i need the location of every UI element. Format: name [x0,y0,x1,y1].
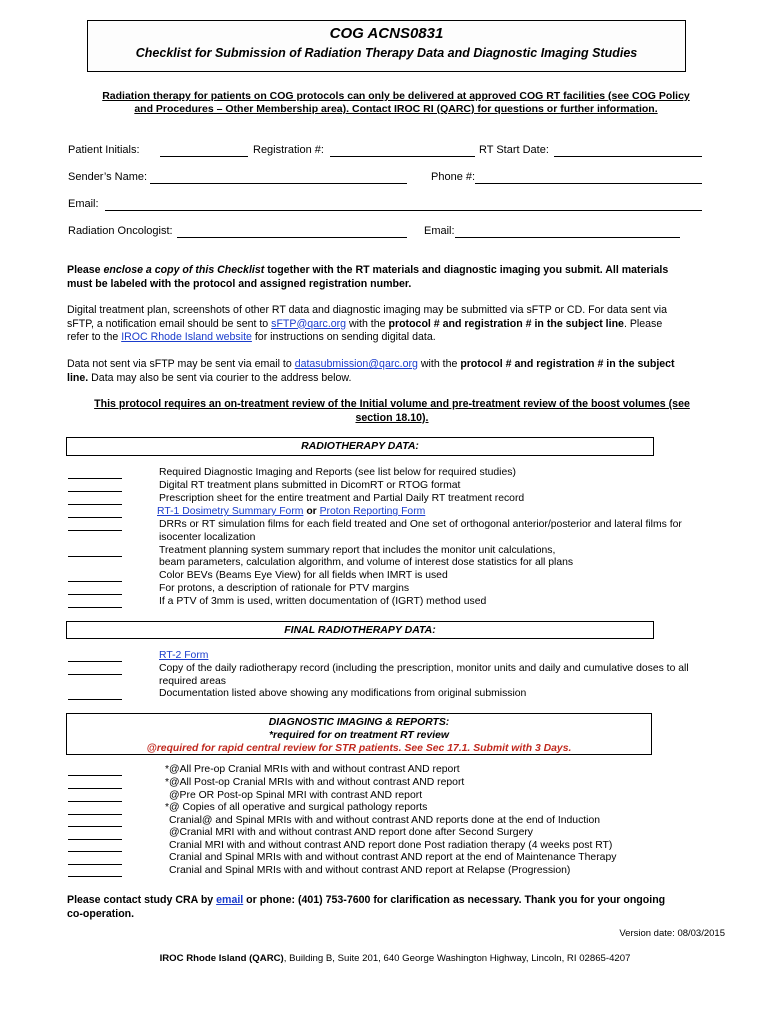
checkbox-line[interactable] [68,801,122,802]
document-subtitle: Checklist for Submission of Radiation Therapy Data and Diagnostic Imaging Studies [135,46,638,60]
final-rt-item: Copy of the daily radiotherapy record (including the prescription, monitor units and daily and cumulative doses to all [159,663,689,674]
footer-org: IROC Rhode Island (QARC) [159,953,284,964]
checkbox-line[interactable] [68,864,122,865]
imaging-heading-rapid-review: @required for rapid central review for STR patients. See Sec 17.1. Submit with 3 Days. [146,743,572,754]
digital-submission-paragraph: Digital treatment plan, screenshots of other RT data and diagnostic imaging may be submitted via sFTP or CD. For data sent via sFTP, a notification email should be sent to sFTP@qarc.org with the protocol # and registration # in the subject line. Please refer to the IROC Rhode Island website for instructions on sending digital data. [67,304,668,343]
oncologist-email-label: Email: [424,225,455,237]
email-label: Email: [68,198,99,210]
final-rt-item: Documentation listed above showing any modifications from original submission [159,688,527,699]
intro-line-1: Radiation therapy for patients on COG protocols can only be delivered at approved COG RT facilities (see COG Policy [102,90,690,102]
footer-address: IROC Rhode Island (QARC), Building B, Suite 201, 640 George Washington Highway, Lincoln, RI 02865-4207 [159,953,631,964]
checkbox-line[interactable] [68,674,122,675]
checkbox-line[interactable] [68,607,122,608]
rt-start-date-field[interactable] [554,146,702,157]
checkbox-line[interactable] [68,478,122,479]
iroc-website-link[interactable]: IROC Rhode Island website [121,331,252,343]
title-box [87,20,686,72]
imaging-item: *@All Post-op Cranial MRIs with and without contrast AND report [165,777,465,788]
final-rt-item [159,650,714,663]
phone-field[interactable] [475,173,702,184]
registration-label: Registration #: [253,144,324,156]
enclose-instructions: Please enclose a copy of this Checklist together with the RT materials and diagnostic imaging you submit. All materials must be labeled with the protocol and assigned registration number. [67,264,669,290]
checkbox-line[interactable] [68,775,122,776]
rt-item-continued: beam parameters, calculation algorithm, and volume of interest dose statistics for all plans [159,557,574,568]
imaging-heading-required: *required for on treatment RT review [269,730,449,741]
checkbox-line[interactable] [68,826,122,827]
imaging-item: *@All Pre-op Cranial MRIs with and without contrast AND report [165,764,460,775]
rt-item: Prescription sheet for the entire treatment and Partial Daily RT treatment record [159,493,525,504]
radiation-oncologist-field[interactable] [177,227,407,238]
patient-initials-label: Patient Initials: [68,144,140,156]
rt-item: Digital RT treatment plans submitted in DicomRT or RTOG format [159,480,461,491]
radiation-oncologist-label: Radiation Oncologist: [68,225,173,237]
rt-item-continued: isocenter localization [159,532,256,543]
intro-notice [76,90,716,116]
enclose-emphasis: enclose a copy of this Checklist [103,264,265,276]
datasubmission-email-link[interactable]: datasubmission@qarc.org [294,358,418,370]
imaging-item: @Cranial MRI with and without contrast AND report done after Second Surgery [169,827,534,838]
final-radiotherapy-data-heading: FINAL RADIOTHERAPY DATA: [66,621,654,639]
sftp-email-link[interactable]: sFTP@qarc.org [271,317,347,330]
imaging-item: Cranial MRI with and without contrast AND report done Post radiation therapy (4 weeks post RT) [169,840,613,851]
checkbox-line[interactable] [68,556,122,557]
intro-line-2: and Procedures – Other Membership area). Contact IROC RI (QARC) for questions or further information. [134,103,658,115]
email-field[interactable] [105,200,702,211]
checkbox-line[interactable] [68,839,122,840]
checkbox-line[interactable] [68,661,122,662]
rt-item: For protons, a description of rationale for PTV margins [159,583,410,594]
checkbox-line[interactable] [68,876,122,877]
checkbox-line[interactable] [68,594,122,595]
patient-initials-field[interactable] [160,146,248,157]
rt-item: Required Diagnostic Imaging and Reports (see list below for required studies) [159,467,516,478]
review-requirement: This protocol requires an on-treatment review of the Initial volume and pre-treatment review of the boost volumes (see section 18.10). [94,398,690,424]
rt-start-date-label: RT Start Date: [479,144,549,156]
checkbox-line[interactable] [68,814,122,815]
email-submission-paragraph: Data not sent via sFTP may be sent via email to datasubmission@qarc.org with the protocol # and registration # in the subject line. Data may also be sent via courier to the address below. [67,358,675,384]
checkbox-line[interactable] [68,851,122,852]
proton-reporting-form-link[interactable]: Proton Reporting Form [319,506,426,517]
contact-paragraph: Please contact study CRA by email or phone: (401) 753-7600 for clarification as necessary. Thank you for your ongoing co-operation. [67,894,666,920]
imaging-item: Cranial and Spinal MRIs with and without contrast AND report at Relapse (Progression) [169,865,571,876]
imaging-heading-title: DIAGNOSTIC IMAGING & REPORTS: [268,717,450,728]
diagnostic-imaging-heading [66,713,652,755]
rt1-dosimetry-form-link[interactable]: RT-1 Dosimetry Summary Form [157,506,304,517]
imaging-item: @Pre OR Post-op Spinal MRI with contrast AND report [169,790,423,801]
document-title: COG ACNS0831 [329,25,444,42]
rt2-form-link[interactable]: RT-2 Form [159,650,209,661]
registration-field[interactable] [330,146,475,157]
rt-item: Treatment planning system summary report that includes the monitor unit calculations, [159,545,556,556]
cra-email-link[interactable]: email [216,894,244,906]
final-rt-item-continued: required areas [159,676,227,687]
senders-name-field[interactable] [150,173,407,184]
phone-label: Phone #: [431,171,476,183]
rt-item: DRRs or RT simulation films for each field treated and One set of orthogonal anterior/posterior and lateral films for [159,519,682,530]
checkbox-line[interactable] [68,699,122,700]
radiotherapy-data-heading: RADIOTHERAPY DATA: [66,437,654,456]
version-date: Version date: 08/03/2015 [619,928,725,939]
senders-name-label: Sender’s Name: [68,171,148,183]
checkbox-line[interactable] [68,530,122,531]
oncologist-email-field[interactable] [455,227,680,238]
rt-forms-item: RT-1 Dosimetry Summary Form or Proton Reporting Form [157,506,426,517]
rt-item: If a PTV of 3mm is used, written documentation of (IGRT) method used [159,596,487,607]
imaging-item: Cranial@ and Spinal MRIs with and without contrast AND reports done at the end of Induction [169,815,601,826]
rt-item: Color BEVs (Beams Eye View) for all fields when IMRT is used [159,570,448,581]
checkbox-line[interactable] [68,581,122,582]
imaging-item: Cranial and Spinal MRIs with and without contrast AND report at the end of Maintenance Therapy [169,852,617,863]
checkbox-line[interactable] [68,788,122,789]
checkbox-line[interactable] [68,504,122,505]
checkbox-line[interactable] [68,491,122,492]
imaging-item: *@ Copies of all operative and surgical pathology reports [165,802,428,813]
checkbox-line[interactable] [68,517,122,518]
